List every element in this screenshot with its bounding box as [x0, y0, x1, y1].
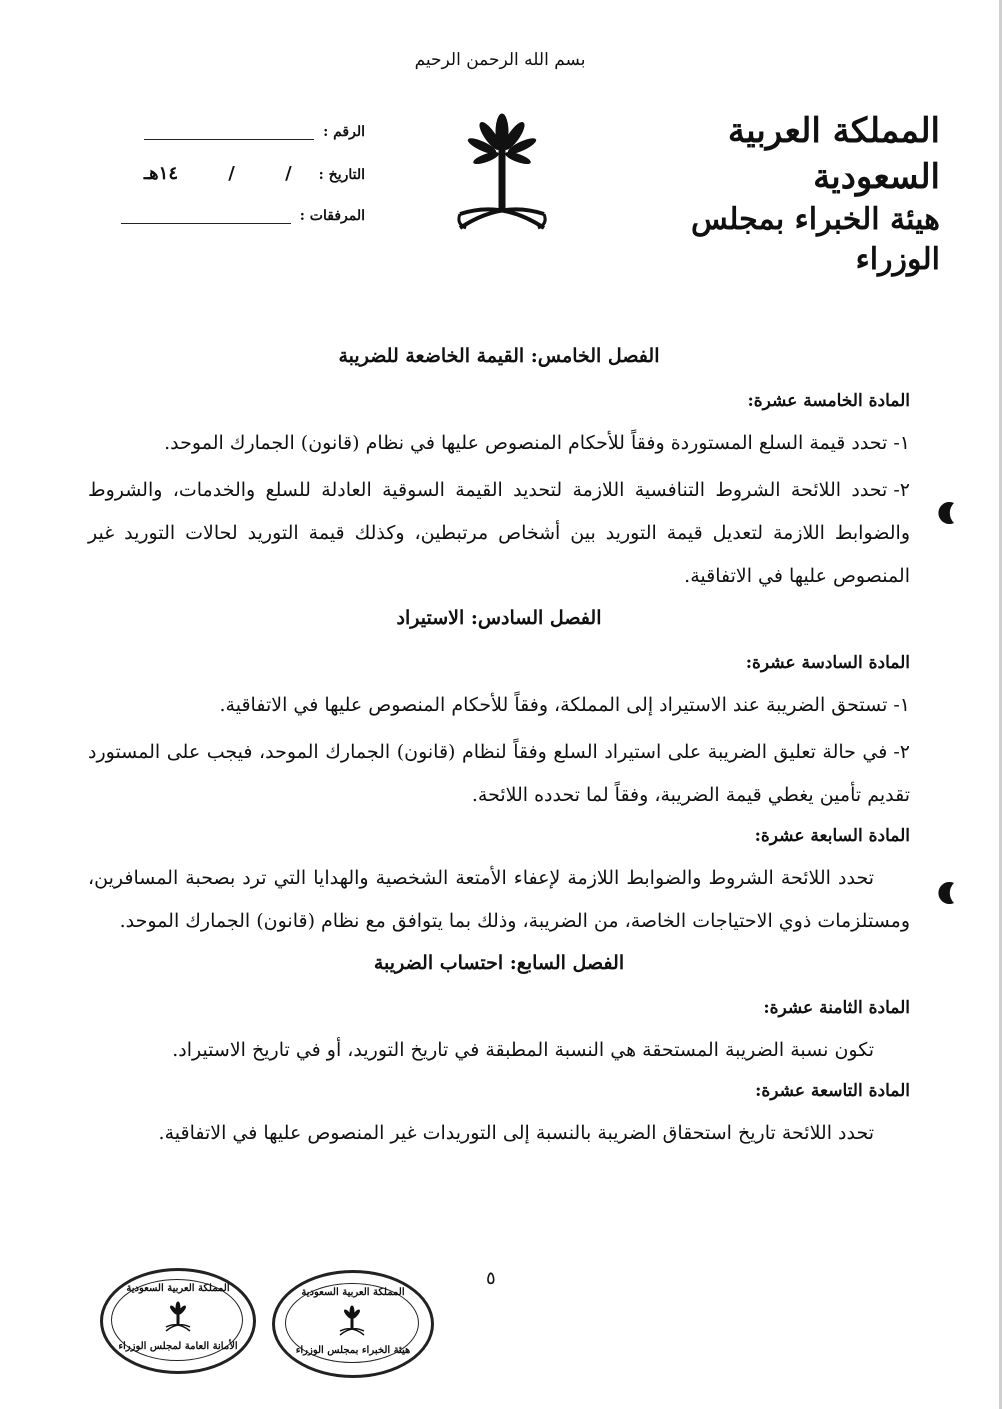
- article-item: [88, 422, 910, 465]
- number-field: [95, 118, 365, 160]
- official-seal-stamp: [272, 1270, 434, 1378]
- chapter-title: الفصل السادس: الاستيراد: [396, 607, 602, 629]
- item-text: تستحق الضريبة عند الاستيراد إلى المملكة، وفقاً للأحكام المنصوص عليها في الاتفاقية.: [219, 694, 888, 716]
- letterhead-title: [640, 108, 940, 280]
- article-text: تحدد اللائحة الشروط والضوابط اللازمة لإعفاء الأمتعة الشخصية والهدايا التي ترد بصحبة المسافرين، ومستلزمات ذوي الاحتياجات الخاصة، من الضريبة، وذلك بما يتوافق مع نظام (قانون) الجمارك الموحد.: [88, 867, 910, 932]
- item-text: تحدد قيمة السلع المستوردة وفقاً للأحكام المنصوص عليها في نظام (قانون) الجمارك الموحد.: [164, 432, 888, 454]
- palm-swords-emblem-icon: [452, 110, 552, 250]
- item-number: ٢-: [893, 479, 910, 501]
- article-text: تحدد اللائحة تاريخ استحقاق الضريبة بالنسبة إلى التوريدات غير المنصوص عليها في الاتفاقية.: [158, 1122, 874, 1144]
- seal-text-top: المملكة العربية السعودية: [301, 1287, 405, 1298]
- item-text: في حالة تعليق الضريبة على استيراد السلع وفقاً لنظام (قانون) الجمارك الموحد، فيجب على المستورد تقديم تأمين يغطي قيمة الضريبة، وفقاً لما تحدده اللائحة.: [88, 741, 910, 806]
- article-item: [88, 731, 910, 817]
- seal-emblem-icon: [337, 1305, 367, 1339]
- attachments-label: المرفقات :: [299, 208, 365, 224]
- number-label: الرقم :: [323, 124, 365, 140]
- article-item: [88, 684, 910, 727]
- official-seal-stamp: [100, 1268, 256, 1374]
- date-year-suffix: ١٤هـ: [143, 163, 179, 184]
- date-slash: /: [228, 163, 235, 184]
- date-field: [95, 160, 365, 202]
- page-number: ٥: [486, 1268, 496, 1289]
- agency-name: هيئة الخبراء بمجلس الوزراء: [690, 202, 940, 277]
- chapter-title: الفصل السابع: احتساب الضريبة: [373, 952, 625, 974]
- article-title: المادة الثامنة عشرة:: [763, 998, 910, 1018]
- punch-hole-icon: [934, 500, 960, 526]
- document-body: [88, 340, 910, 1159]
- article-text: تكون نسبة الضريبة المستحقة هي النسبة المطبقة في تاريخ التوريد، أو في تاريخ الاستيراد.: [172, 1039, 874, 1061]
- basmala: بسم الله الرحمن الرحيم: [414, 50, 586, 70]
- date-label: التاريخ :: [318, 167, 365, 183]
- item-number: ١-: [893, 694, 910, 716]
- number-line: [144, 125, 314, 140]
- item-text: تحدد اللائحة الشروط التنافسية اللازمة لتحديد القيمة السوقية العادلة للسلع والخدمات، والشروط والضوابط اللازمة لتعديل قيمة التوريد بين أشخاص مرتبطين، وكذلك قيمة التوريد لحالات التوريد غير المنصوص عليها في الاتفاقية.: [88, 479, 910, 587]
- article-title: المادة السادسة عشرة:: [745, 653, 910, 673]
- attachments-line: [121, 209, 291, 224]
- article-title: المادة الخامسة عشرة:: [747, 391, 910, 411]
- article-title: المادة التاسعة عشرة:: [755, 1081, 910, 1101]
- date-blanks: [144, 160, 314, 188]
- item-number: ٢-: [893, 741, 910, 763]
- punch-hole-icon: [934, 880, 960, 906]
- article-item: [88, 469, 910, 598]
- attachments-field: [95, 202, 365, 244]
- seal-text-bottom: الأمانة العامة لمجلس الوزراء: [118, 1341, 238, 1352]
- chapter-title: الفصل الخامس: القيمة الخاضعة للضريبة: [338, 345, 660, 367]
- date-slash: /: [285, 163, 292, 184]
- seal-text-bottom: هيئة الخبراء بمجلس الوزراء: [295, 1345, 411, 1356]
- article-title: المادة السابعة عشرة:: [754, 826, 910, 846]
- seal-emblem-icon: [163, 1301, 193, 1335]
- item-number: ١-: [893, 432, 910, 454]
- seal-text-top: المملكة العربية السعودية: [126, 1283, 230, 1294]
- reference-fields: [95, 118, 365, 244]
- kingdom-name: المملكة العربية السعودية: [727, 111, 940, 197]
